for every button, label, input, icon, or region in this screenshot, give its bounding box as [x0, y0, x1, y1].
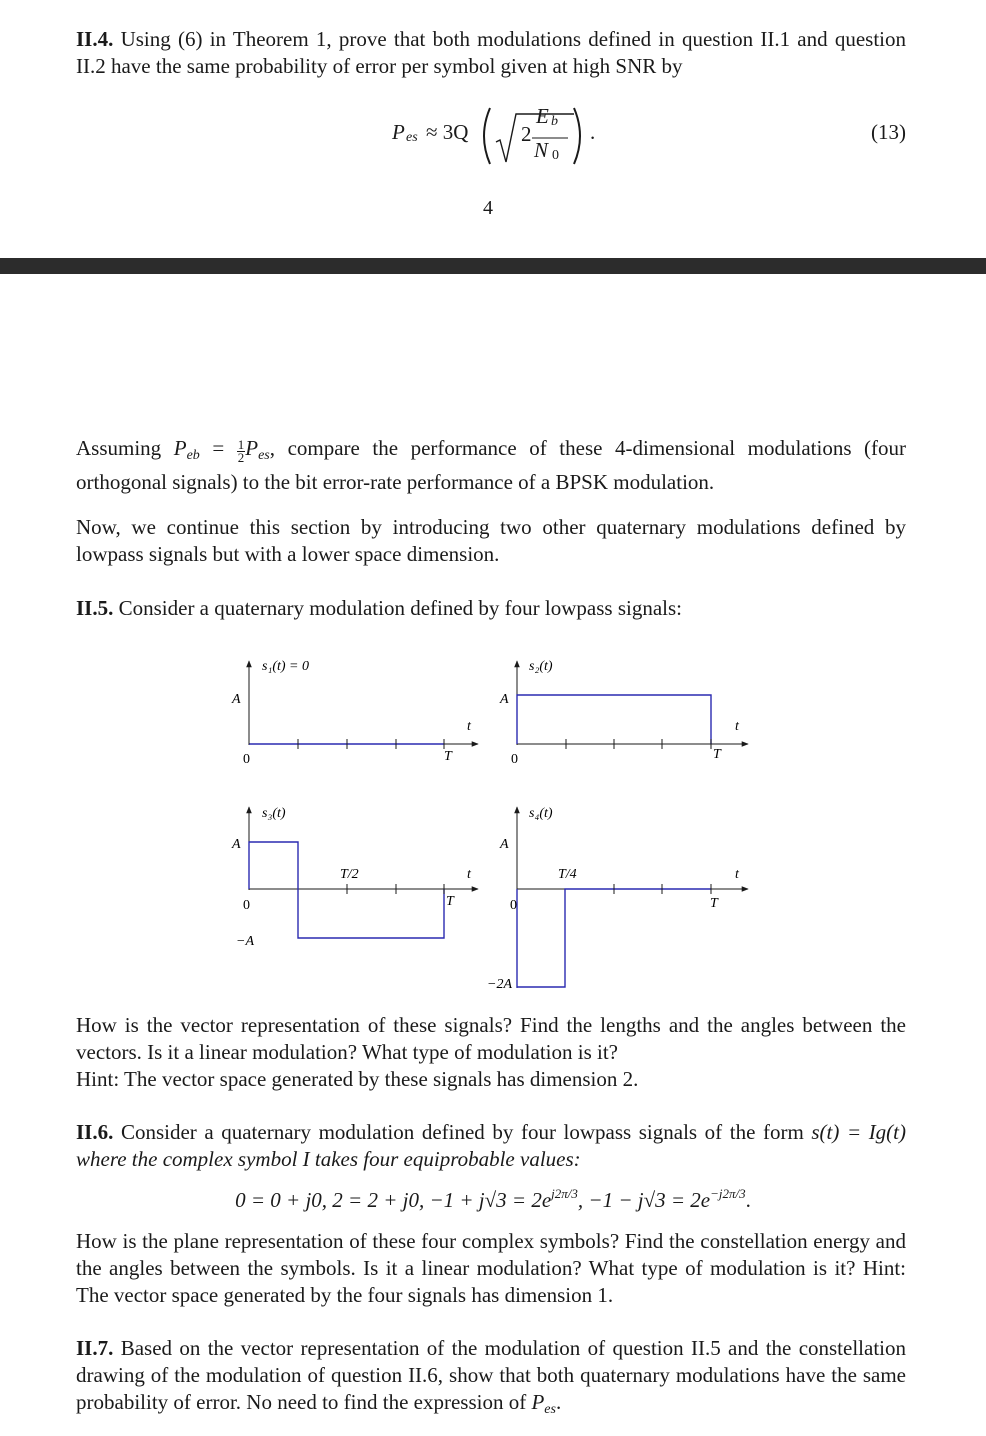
- question-label: II.4.: [76, 27, 114, 51]
- question-text-2: s(t) = Ig(t) where the complex symbol I takes four equiprobable values:: [76, 1120, 907, 1171]
- eq-lhs-sub: es: [406, 130, 418, 145]
- question-ii6: [76, 1119, 906, 1173]
- eq-den-sub: 0: [552, 148, 559, 163]
- s4-zero: 0: [510, 898, 517, 913]
- question-label: II.6.: [76, 1120, 114, 1144]
- values-part1: 0 = 0 + j0, 2 = 2 + j0, −1 + j√3 = 2e: [235, 1188, 552, 1212]
- s4-title: s₄(t): [529, 806, 553, 821]
- pes-sub: es: [544, 1402, 556, 1417]
- question-text: Based on the vector representation of the modulation of question II.5 and the constellation drawing of the modulation of question II.6, show that both quaternary modulations have the same probability of error. No need to find the expression of: [76, 1336, 907, 1414]
- assumption-paragraph: [76, 435, 906, 496]
- s2-signal-line: [517, 695, 711, 744]
- values-end: .: [745, 1188, 751, 1212]
- assume-pre: Assuming: [76, 436, 162, 460]
- end: .: [555, 1390, 562, 1414]
- question-ii4: [76, 26, 906, 80]
- question-label: II.7.: [76, 1336, 114, 1360]
- page-separator: [0, 258, 986, 274]
- s3-neg: −A: [236, 934, 254, 949]
- equation-number: (13): [871, 120, 906, 144]
- eq-lhs: P: [392, 120, 405, 144]
- s2-zero: 0: [511, 752, 518, 767]
- signal-plots: [0, 645, 986, 995]
- question-label: II.5.: [76, 596, 114, 620]
- s2-title: s₂(t): [529, 659, 553, 674]
- s4-neg: −2A: [487, 977, 512, 992]
- s2-T: T: [713, 747, 721, 762]
- assume-pes: P: [245, 436, 259, 460]
- s3-T: T: [446, 894, 454, 909]
- plot-s4: [487, 806, 748, 992]
- s4-signal-line: [517, 889, 711, 987]
- assume-half: $\frac{1}{2}$: [237, 437, 245, 465]
- plot-s1: [231, 659, 478, 767]
- assume-eq: =: [212, 436, 225, 460]
- question-ii5: [76, 595, 906, 622]
- assume-peb: P: [173, 436, 187, 460]
- assume-post: , compare the performance of these 4-dimensional modulations (four orthogonal signals) to the bit error-rate performance of a BPSK modulation.: [76, 436, 907, 494]
- s1-T: T: [444, 749, 452, 764]
- s4-ylabel: A: [500, 837, 509, 852]
- question-text: Consider a quaternary modulation defined by four lowpass signals of the form: [120, 1120, 804, 1144]
- symbol-values: [0, 1186, 986, 1213]
- s1-zero: 0: [243, 752, 250, 767]
- values-exp2: −j2π/3: [710, 1186, 746, 1201]
- s3-ylabel: A: [232, 837, 241, 852]
- eq-approx: ≈ 3Q: [426, 120, 469, 144]
- question-ii7: [76, 1335, 906, 1423]
- plot-s2: [499, 659, 748, 767]
- question-text: Using (6) in Theorem 1, prove that both modulations defined in question II.1 and question II.2 have the same probability of error per symbol given at high SNR by: [76, 27, 907, 78]
- s3-title: s₃(t): [262, 806, 286, 821]
- s3-t: t: [467, 867, 471, 882]
- question-ii5-hint: Hint: The vector space generated by these signals has dimension 2.: [76, 1067, 639, 1091]
- question-ii5-followup: How is the vector representation of these signals? Find the lengths and the angles between the vectors. Is it a linear modulation? What type of modulation is it?: [76, 1013, 906, 1064]
- s2-t: t: [735, 719, 739, 734]
- s3-zero: 0: [243, 898, 250, 913]
- s3-mid: T/2: [340, 867, 359, 882]
- eq-tail: .: [590, 120, 596, 144]
- s4-mid: T/4: [558, 867, 577, 882]
- s1-ylabel: A: [232, 692, 241, 707]
- values-exp1: j2π/3: [551, 1186, 578, 1201]
- eq-sqrt-parens: [476, 100, 676, 172]
- assume-peb-sub: eb: [186, 448, 200, 463]
- eq-two: 2: [521, 122, 532, 146]
- question-text: Consider a quaternary modulation defined by four lowpass signals:: [118, 596, 682, 620]
- eq-num-sub: b: [551, 114, 558, 129]
- s1-t: t: [467, 719, 471, 734]
- plot-s3: [231, 806, 478, 949]
- pes: P: [531, 1390, 545, 1414]
- values-part2: , −1 − j√3 = 2e: [577, 1188, 711, 1212]
- assume-pes-sub: es: [258, 448, 270, 463]
- s4-t: t: [735, 867, 739, 882]
- s2-ylabel: A: [500, 692, 509, 707]
- s1-title: s₁(t) = 0: [262, 659, 309, 674]
- eq-den: N: [534, 138, 549, 162]
- intro-paragraph: Now, we continue this section by introducing two other quaternary modulations defined by lowpass signals but with a lower space dimension.: [76, 515, 906, 566]
- s4-T: T: [710, 896, 718, 911]
- page-number: 4: [483, 197, 493, 219]
- eq-num: E: [536, 104, 549, 128]
- question-ii6-followup: How is the plane representation of these four complex symbols? Find the constellation energy and the angles between the symbols. Is it a linear modulation? What type of modulation is it? Hint: The vector space generated by the four signals has dimension 1.: [76, 1229, 906, 1307]
